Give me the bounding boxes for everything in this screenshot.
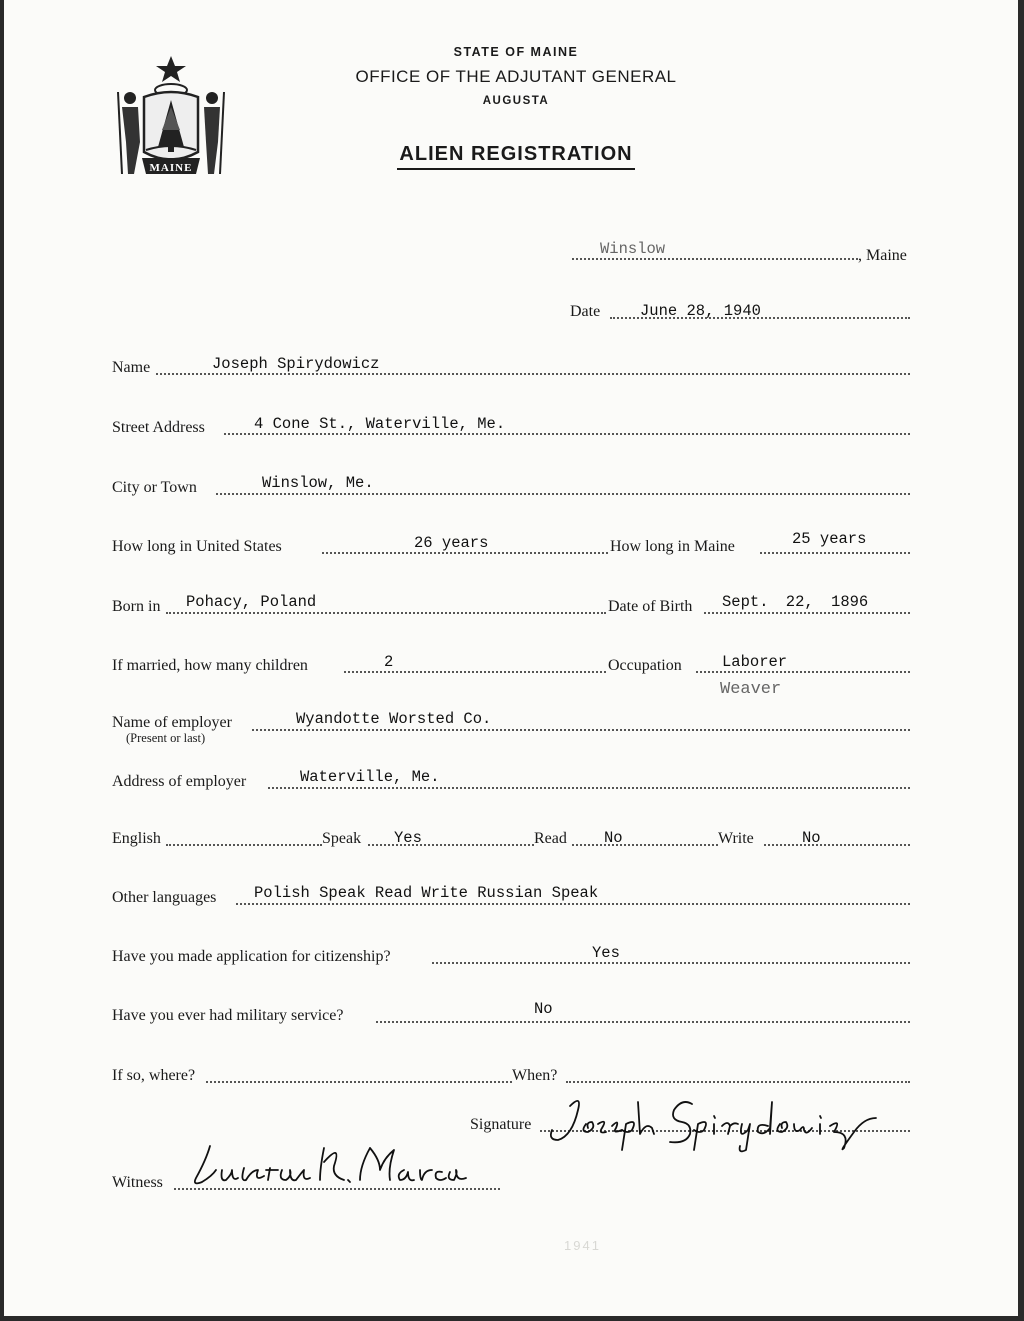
date-value: June 28, 1940 bbox=[640, 302, 761, 320]
witness-label: Witness bbox=[112, 1174, 163, 1191]
city-value: Winslow, Me. bbox=[262, 474, 374, 492]
employer-label: Name of employer bbox=[112, 714, 232, 731]
when-label: When? bbox=[512, 1067, 558, 1084]
born-label: Born in bbox=[112, 598, 161, 615]
place-value: Winslow bbox=[600, 240, 666, 258]
witness-signature bbox=[174, 1140, 474, 1200]
citizenship-label: Have you made application for citizenship? bbox=[112, 948, 391, 965]
header-state: STATE OF MAINE bbox=[453, 45, 579, 59]
dob-value: Sept. 22, 1896 bbox=[722, 593, 869, 611]
speak-label: Speak bbox=[322, 830, 362, 847]
maine-time-label: How long in Maine bbox=[610, 538, 735, 555]
place-suffix: , Maine bbox=[858, 247, 907, 264]
when-line bbox=[566, 1081, 910, 1083]
place-line bbox=[572, 258, 858, 260]
city-line bbox=[216, 493, 910, 495]
name-line bbox=[156, 373, 910, 375]
street-line bbox=[224, 433, 910, 435]
other-languages-value: Polish Speak Read Write Russian Speak bbox=[254, 884, 599, 902]
occupation-value: Laborer bbox=[722, 653, 788, 671]
speak-line bbox=[368, 844, 534, 846]
document-page bbox=[4, 0, 1018, 1316]
street-value: 4 Cone St., Waterville, Me. bbox=[254, 415, 506, 433]
write-value: No bbox=[802, 829, 821, 847]
svg-text:MAINE: MAINE bbox=[149, 162, 193, 174]
signature-label: Signature bbox=[470, 1116, 532, 1133]
form-title: ALIEN REGISTRATION bbox=[4, 143, 1024, 170]
employer-line bbox=[252, 729, 910, 731]
read-value: No bbox=[604, 829, 623, 847]
children-label: If married, how many children bbox=[112, 657, 308, 674]
us-time-line bbox=[322, 552, 608, 554]
street-label: Street Address bbox=[112, 419, 205, 436]
header-office: OFFICE OF THE ADJUTANT GENERAL bbox=[355, 67, 677, 86]
military-label: Have you ever had military service? bbox=[112, 1007, 344, 1024]
faded-stamp: 1941 bbox=[564, 1238, 601, 1253]
employer-sublabel: (Present or last) bbox=[126, 731, 206, 745]
citizenship-line bbox=[432, 962, 910, 964]
write-line bbox=[764, 844, 910, 846]
military-line bbox=[376, 1021, 910, 1023]
citizenship-value: Yes bbox=[592, 944, 620, 962]
where-line bbox=[206, 1081, 512, 1083]
english-line bbox=[166, 844, 322, 846]
employer-value: Wyandotte Worsted Co. bbox=[296, 710, 492, 728]
speak-value: Yes bbox=[394, 829, 422, 847]
date-label: Date bbox=[570, 303, 601, 320]
name-value: Joseph Spirydowicz bbox=[212, 355, 380, 373]
occupation-line bbox=[696, 671, 910, 673]
occupation-value-2: Weaver bbox=[720, 680, 782, 699]
read-label: Read bbox=[534, 830, 567, 847]
dob-line bbox=[704, 612, 910, 614]
other-languages-line bbox=[236, 903, 910, 905]
read-line bbox=[572, 844, 718, 846]
header-city: AUGUSTA bbox=[482, 95, 550, 107]
write-label: Write bbox=[718, 830, 754, 847]
us-time-label: How long in United States bbox=[112, 538, 282, 555]
employer-address-line bbox=[268, 787, 910, 789]
children-value: 2 bbox=[384, 653, 394, 671]
dob-label: Date of Birth bbox=[608, 598, 693, 615]
where-label: If so, where? bbox=[112, 1067, 196, 1084]
employer-address-value: Waterville, Me. bbox=[300, 768, 440, 786]
military-value: No bbox=[534, 1000, 553, 1018]
city-label: City or Town bbox=[112, 479, 197, 496]
born-line bbox=[166, 612, 606, 614]
name-label: Name bbox=[112, 359, 151, 376]
children-line bbox=[344, 671, 606, 673]
maine-time-value: 25 years bbox=[792, 530, 867, 548]
us-time-value: 26 years bbox=[414, 534, 489, 552]
born-value: Pohacy, Poland bbox=[186, 593, 317, 611]
english-label: English bbox=[112, 830, 161, 847]
employer-address-label: Address of employer bbox=[112, 773, 247, 790]
occupation-label: Occupation bbox=[608, 657, 682, 674]
other-languages-label: Other languages bbox=[112, 889, 217, 906]
maine-time-line bbox=[760, 552, 910, 554]
applicant-signature bbox=[542, 1088, 882, 1158]
